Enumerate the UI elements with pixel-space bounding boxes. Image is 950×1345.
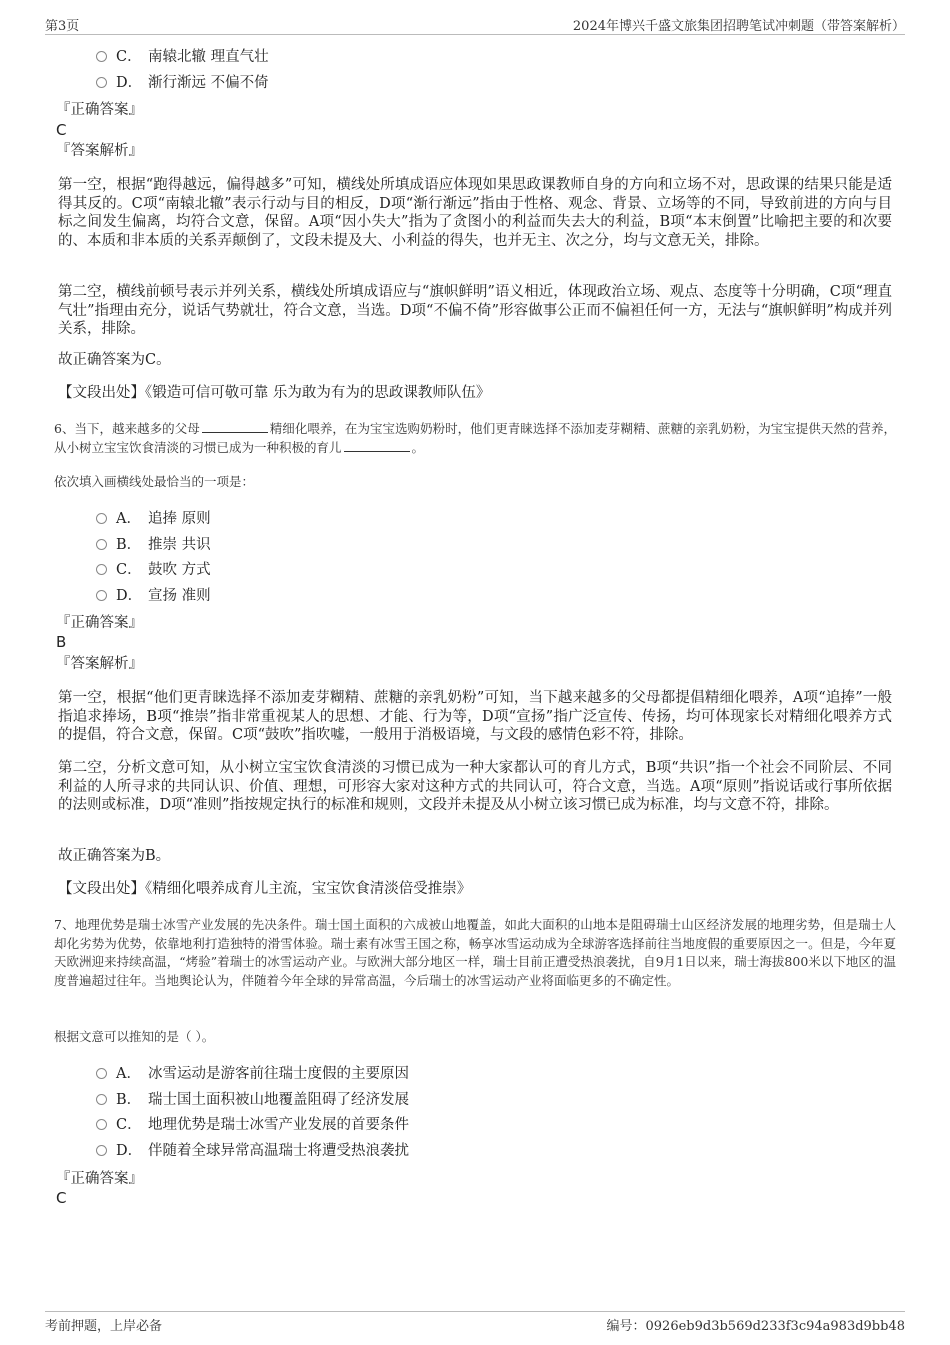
radio-icon[interactable] (96, 51, 107, 62)
q7-option-d[interactable]: D． 伴随着全球异常高温瑞士将遭受热浪袭扰 (96, 1141, 409, 1161)
fill-blank (202, 420, 268, 433)
q5-analysis-paragraph-1: 第一空，根据“跑得越远，偏得越多”可知，横线处所填成语应体现如果思政课教师自身的方向和立场不对，思政课的结果只能是适得其反的。C项“南辕北辙”表示行动与目的相反，D项“渐行渐远”指由于性格、观念、背景、立场等的不同，导致前进的方向与目标之间发生偏离，均符合文意，保留。A项“因小失大”指为了贪图小的利益而失去大的利益，B项“本末倒置”比喻把主要的和次要的、本质和非本质的关系弄颠倒了，文段未提及大、小利益的得失，也并无主、次之分，均与文意无关，排除。 (58, 177, 892, 249)
radio-icon[interactable] (96, 1119, 107, 1130)
q7-option-b[interactable]: B． 瑞士国土面积被山地覆盖阻碍了经济发展 (96, 1090, 409, 1110)
document-code: 编号：0926eb9d3b569d233f3c94a983d9bb48 (606, 1319, 905, 1334)
q7-option-a[interactable]: A． 冰雪运动是游客前往瑞士度假的主要原因 (96, 1064, 409, 1084)
q6-option-a[interactable]: A． 追捧 原则 (96, 509, 211, 529)
radio-icon[interactable] (96, 564, 107, 575)
q6-stem: 6、当下，越来越多的父母 精细化喂养，在为宝宝选购奶粉时，他们更青睐选择不添加麦芽糊精、蔗糖的亲乳奶粉，为宝宝提供天然的营养，从小树立宝宝饮食清淡的习惯已成为一种积极的育儿 。 (54, 421, 896, 455)
q7-option-c[interactable]: C． 地理优势是瑞士冰雪产业发展的首要条件 (96, 1115, 409, 1135)
footer-slogan: 考前押题，上岸必备 (45, 1319, 163, 1334)
radio-icon[interactable] (96, 590, 107, 601)
q5-answer: C (56, 121, 67, 139)
q6-analysis-label: 『答案解析』 (56, 656, 143, 672)
document-title: 2024年博兴千盛文旅集团招聘笔试冲刺题（带答案解析） (572, 19, 905, 34)
q6-source: 【文段出处】《精细化喂养成育儿主流，宝宝饮食清淡倍受推崇》 (58, 881, 472, 897)
page-number: 第3页 (45, 19, 80, 34)
q6-answer-label: 『正确答案』 (56, 615, 143, 631)
q6-prompt: 依次填入画横线处最恰当的一项是： (54, 474, 255, 489)
q6-analysis-conclusion: 故正确答案为B。 (58, 848, 171, 864)
q6-option-d[interactable]: D． 宣扬 准则 (96, 586, 211, 606)
q7-answer-label: 『正确答案』 (56, 1171, 143, 1187)
q7-answer: C (56, 1189, 67, 1207)
radio-icon[interactable] (96, 539, 107, 550)
radio-icon[interactable] (96, 1145, 107, 1156)
q6-answer: B (56, 633, 67, 651)
q6-option-c[interactable]: C． 鼓吹 方式 (96, 560, 211, 580)
q7-stem: 7、地理优势是瑞士冰雪产业发展的先决条件。瑞士国土面积的六成被山地覆盖，如此大面积的山地本是阻碍瑞士山区经济发展的地理劣势，但是瑞士人却化劣势为优势，依靠地利打造独特的滑雪体验。瑞士素有冰雪王国之称，畅享冰雪运动成为全球游客选择前往当地度假的重要原因之一。但是，今年夏天欧洲迎来持续高温，“烤验”着瑞士的冰雪运动产业。与欧洲大部分地区一样，瑞士目前正遭受热浪袭扰，自9月1日以来，瑞士海拔800米以下地区的温度普遍超过往年。当地舆论认为，伴随着今年全球的异常高温，今后瑞士的冰雪运动产业将面临更多的不确定性。 (54, 917, 896, 988)
q5-option-d[interactable]: D． 渐行渐远 不偏不倚 (96, 73, 269, 93)
radio-icon[interactable] (96, 77, 107, 88)
q5-analysis-label: 『答案解析』 (56, 143, 143, 159)
q5-source: 【文段出处】《锻造可信可敬可靠 乐为敢为有为的思政课教师队伍》 (58, 385, 491, 401)
q5-analysis-conclusion: 故正确答案为C。 (58, 352, 171, 368)
q6-analysis-paragraph-2: 第二空，分析文意可知，从小树立宝宝饮食清淡的习惯已成为一种大家都认可的育儿方式，B项“共识”指一个社会不同阶层、不同利益的人所寻求的共同认识、价值、理想，可形容大家对这种方式的共同认可，符合文意，当选。A项“原则”指说话或行事所依据的法则或标准，D项“准则”指按规定执行的标准和规则，文段并未提及从小树立该习惯已成为标准，均与文意不符，排除。 (58, 760, 892, 813)
page-footer (45, 1311, 905, 1334)
q5-option-c[interactable]: C． 南辕北辙 理直气壮 (96, 47, 269, 67)
page-header (45, 14, 905, 35)
q6-option-b[interactable]: B． 推崇 共识 (96, 535, 211, 555)
q5-analysis-paragraph-2: 第二空，横线前顿号表示并列关系，横线处所填成语应与“旗帜鲜明”语义相近，体现政治立场、观点、态度等十分明确，C项“理直气壮”指理由充分，说话气势就壮，符合文意，当选。D项“不偏不倚”形容做事公正而不偏袒任何一方，无法与“旗帜鲜明”构成并列关系，排除。 (58, 284, 892, 337)
radio-icon[interactable] (96, 1068, 107, 1079)
q7-prompt: 根据文意可以推知的是（ ）。 (54, 1029, 215, 1044)
radio-icon[interactable] (96, 1094, 107, 1105)
fill-blank (344, 439, 410, 452)
q5-answer-label: 『正确答案』 (56, 102, 143, 118)
q6-analysis-paragraph-1: 第一空，根据“他们更青睐选择不添加麦芽糊精、蔗糖的亲乳奶粉”可知，当下越来越多的父母都提倡精细化喂养，A项“追捧”一般指追求捧场，B项“推崇”指非常重视某人的思想、才能、行为等，D项“宣扬”指广泛宣传、传扬，均可体现家长对精细化喂养方式的提倡，符合文意，保留。C项“鼓吹”指吹嘘，一般用于消极语境，与文段的感情色彩不符，排除。 (58, 690, 892, 743)
radio-icon[interactable] (96, 513, 107, 524)
